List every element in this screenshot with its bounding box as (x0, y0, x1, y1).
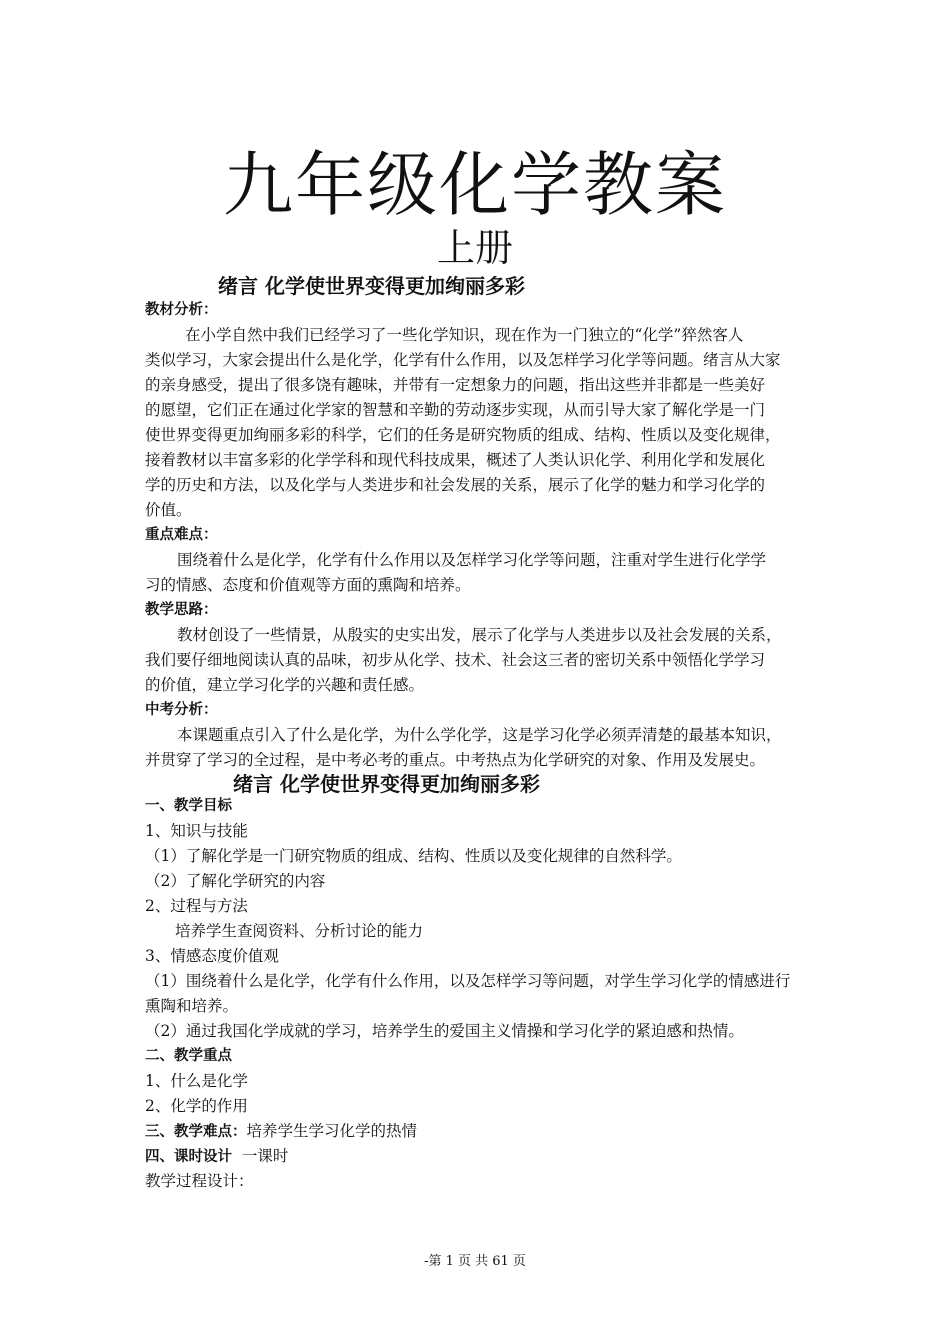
approach-heading: 教学思路： (145, 602, 218, 618)
document-title: 九年级化学教案 (223, 144, 727, 226)
focus-item: 2、化学的作用 (145, 1097, 248, 1115)
analysis-line: 使世界变得更加绚丽多彩的科学，它们的任务是研究物质的组成、结构、性质以及变化规律， (145, 426, 781, 444)
exam-line: 并贯穿了学习的全过程，是中考必考的重点。中考热点为化学研究的对象、作用及发展史。 (145, 751, 766, 769)
difficulty-line (145, 1119, 813, 1144)
period-line (145, 1144, 813, 1169)
approach-line: 我们要仔细地阅读认真的品味，初步从化学、技术、社会这三者的密切关系中领悟化学学习 (145, 651, 766, 669)
section-title-1: 绪言 化学使世界变得更加绚丽多彩 (218, 274, 525, 298)
section-title-2: 绪言 化学使世界变得更加绚丽多彩 (233, 772, 540, 796)
exam-line: 本课题重点引入了什么是化学，为什么学化学，这是学习化学必须弄清楚的最基本知识， (177, 726, 782, 744)
lesson-plan-block (145, 794, 813, 1194)
period-label: 四、课时设计 (145, 1149, 232, 1165)
analysis-heading: 教材分析： (145, 302, 218, 318)
focus-item: 1、什么是化学 (145, 1072, 248, 1090)
objective-item: （1）围绕着什么是化学，化学有什么作用，以及怎样学习等问题，对学生学习化学的情感进行 (145, 972, 791, 990)
objective-item: （1）了解化学是一门研究物质的组成、结构、性质以及变化规律的自然科学。 (145, 847, 682, 865)
analysis-line: 的愿望，它们正在通过化学家的智慧和辛勤的劳动逐步实现，从而引导大家了解化学是一门 (145, 401, 766, 419)
objective-item-continued: 熏陶和培养。 (145, 997, 239, 1015)
objective-category: 2、过程与方法 (145, 897, 248, 915)
key-points-heading: 重点难点： (145, 527, 218, 543)
analysis-block (145, 298, 813, 773)
difficulty-label: 三、教学难点： (145, 1124, 247, 1140)
objectives-heading: 一、教学目标 (145, 798, 232, 814)
analysis-line: 的亲身感受，提出了很多饶有趣味，并带有一定想象力的问题，指出这些并非都是一些美好 (145, 376, 766, 394)
analysis-line: 学的历史和方法，以及化学与人类进步和社会发展的关系，展示了化学的魅力和学习化学的 (145, 476, 766, 494)
focus-heading: 二、教学重点 (145, 1048, 232, 1064)
period-text: 一课时 (232, 1147, 289, 1165)
document-subtitle: 上册 (436, 226, 513, 270)
analysis-line: 类似学习，大家会提出什么是化学，化学有什么作用，以及怎样学习化学等问题。绪言从大家 (145, 351, 781, 369)
page-footer: -第 1 页 共 61 页 (424, 1254, 526, 1269)
objective-item: 培养学生查阅资料、分析讨论的能力 (175, 922, 424, 940)
analysis-line: 价值。 (145, 501, 192, 519)
objective-category: 1、知识与技能 (145, 822, 248, 840)
difficulty-text: 培养学生学习化学的热情 (246, 1122, 418, 1140)
objective-category: 3、情感态度价值观 (145, 947, 279, 965)
analysis-line: 在小学自然中我们已经学习了一些化学知识，现在作为一门独立的“化学”猝然客人 (185, 326, 744, 344)
analysis-line: 接着教材以丰富多彩的化学学科和现代科技成果，概述了人类认识化学、利用化学和发展化 (145, 451, 766, 469)
process-design-label: 教学过程设计： (145, 1172, 254, 1190)
key-points-line: 习的情感、态度和价值观等方面的熏陶和培养。 (145, 576, 471, 594)
objective-item: （2）了解化学研究的内容 (145, 872, 326, 890)
exam-heading: 中考分析： (145, 702, 218, 718)
key-points-line: 围绕着什么是化学，化学有什么作用以及怎样学习化学等问题，注重对学生进行化学学 (177, 551, 767, 569)
approach-line: 的价值，建立学习化学的兴趣和责任感。 (145, 676, 425, 694)
objective-item: （2）通过我国化学成就的学习，培养学生的爱国主义情操和学习化学的紧迫感和热情。 (145, 1022, 744, 1040)
approach-line: 教材创设了一些情景，从殷实的史实出发，展示了化学与人类进步以及社会发展的关系， (177, 626, 782, 644)
